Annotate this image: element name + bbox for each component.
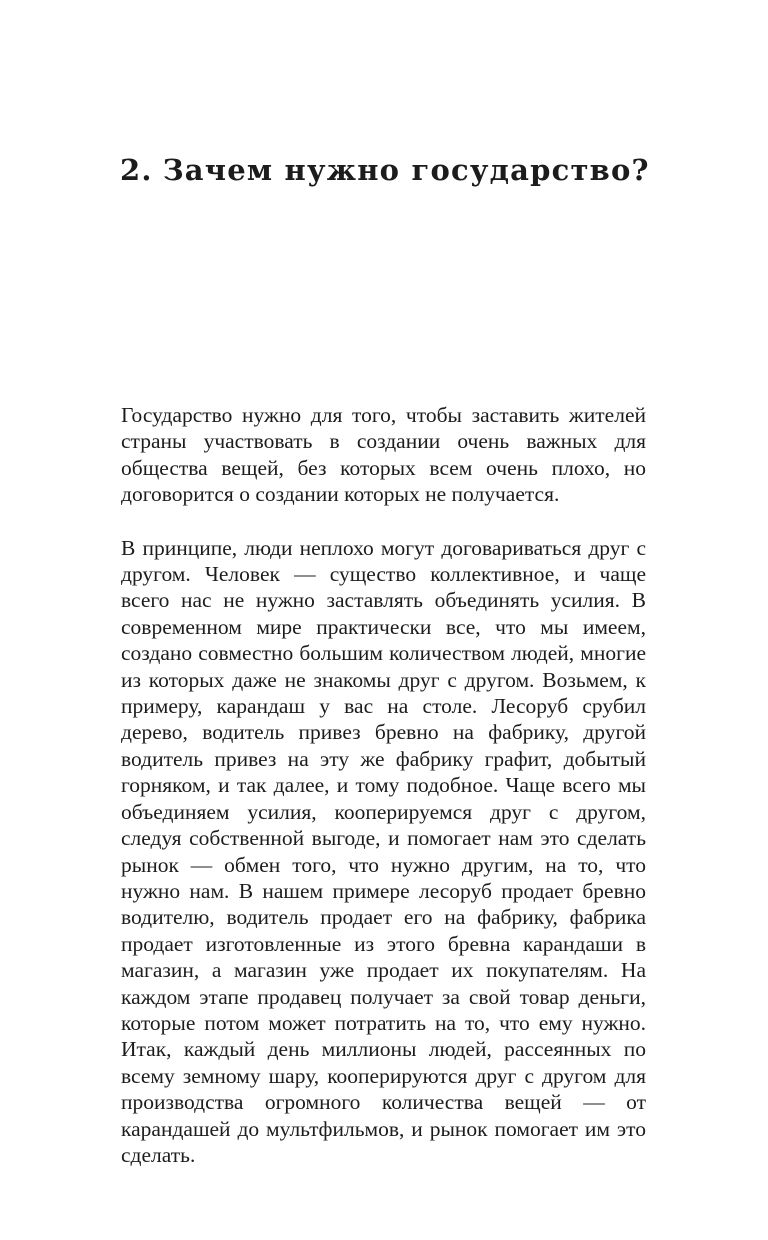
chapter-title-text: Зачем нужно государство? xyxy=(162,153,650,187)
chapter-number: 2. xyxy=(120,153,153,187)
paragraph-2: В принципе, люди неплохо могут договариваться друг с другом. Человек — существо коллективное, и чаще всего нас не нужно заставлять объединять усилия. В современном мире практически все, что мы имеем, создано совместно большим количеством людей, многие из которых даже не знакомы друг с другом. Возьмем, к примеру, карандаш у вас на столе. Лесоруб срубил дерево, водитель привез бревно на фабрику, другой водитель привез на эту же фабрику графит, добытый горняком, и так далее, и тому подобное. Чаще всего мы объединяем усилия, кооперируемся друг с другом, следуя собственной выгоде, и помогает нам это сделать рынок — обмен того, что нужно другим, на то, что нужно нам. В нашем примере лесоруб продает бревно водителю, водитель продает его на фабрику, фабрика продает изготовленные из этого бревна карандаши в магазин, а магазин уже продает их покупателям. На каждом этапе продавец получает за свой товар деньги, которые потом может потратить на то, что ему нужно. Итак, каждый день миллионы людей, рассеянных по всему земному шару, кооперируются друг с другом для производства огромного количества вещей — от карандашей до мультфильмов, и рынок помогает им это сделать. xyxy=(121,535,646,1167)
paragraph-1: Государство нужно для того, чтобы заставить жителей страны участвовать в создании очень важных для общества вещей, без которых всем очень плохо, но договорится о создании которых не получается. xyxy=(121,403,646,507)
chapter-body xyxy=(121,402,646,1168)
chapter-title xyxy=(120,146,660,194)
